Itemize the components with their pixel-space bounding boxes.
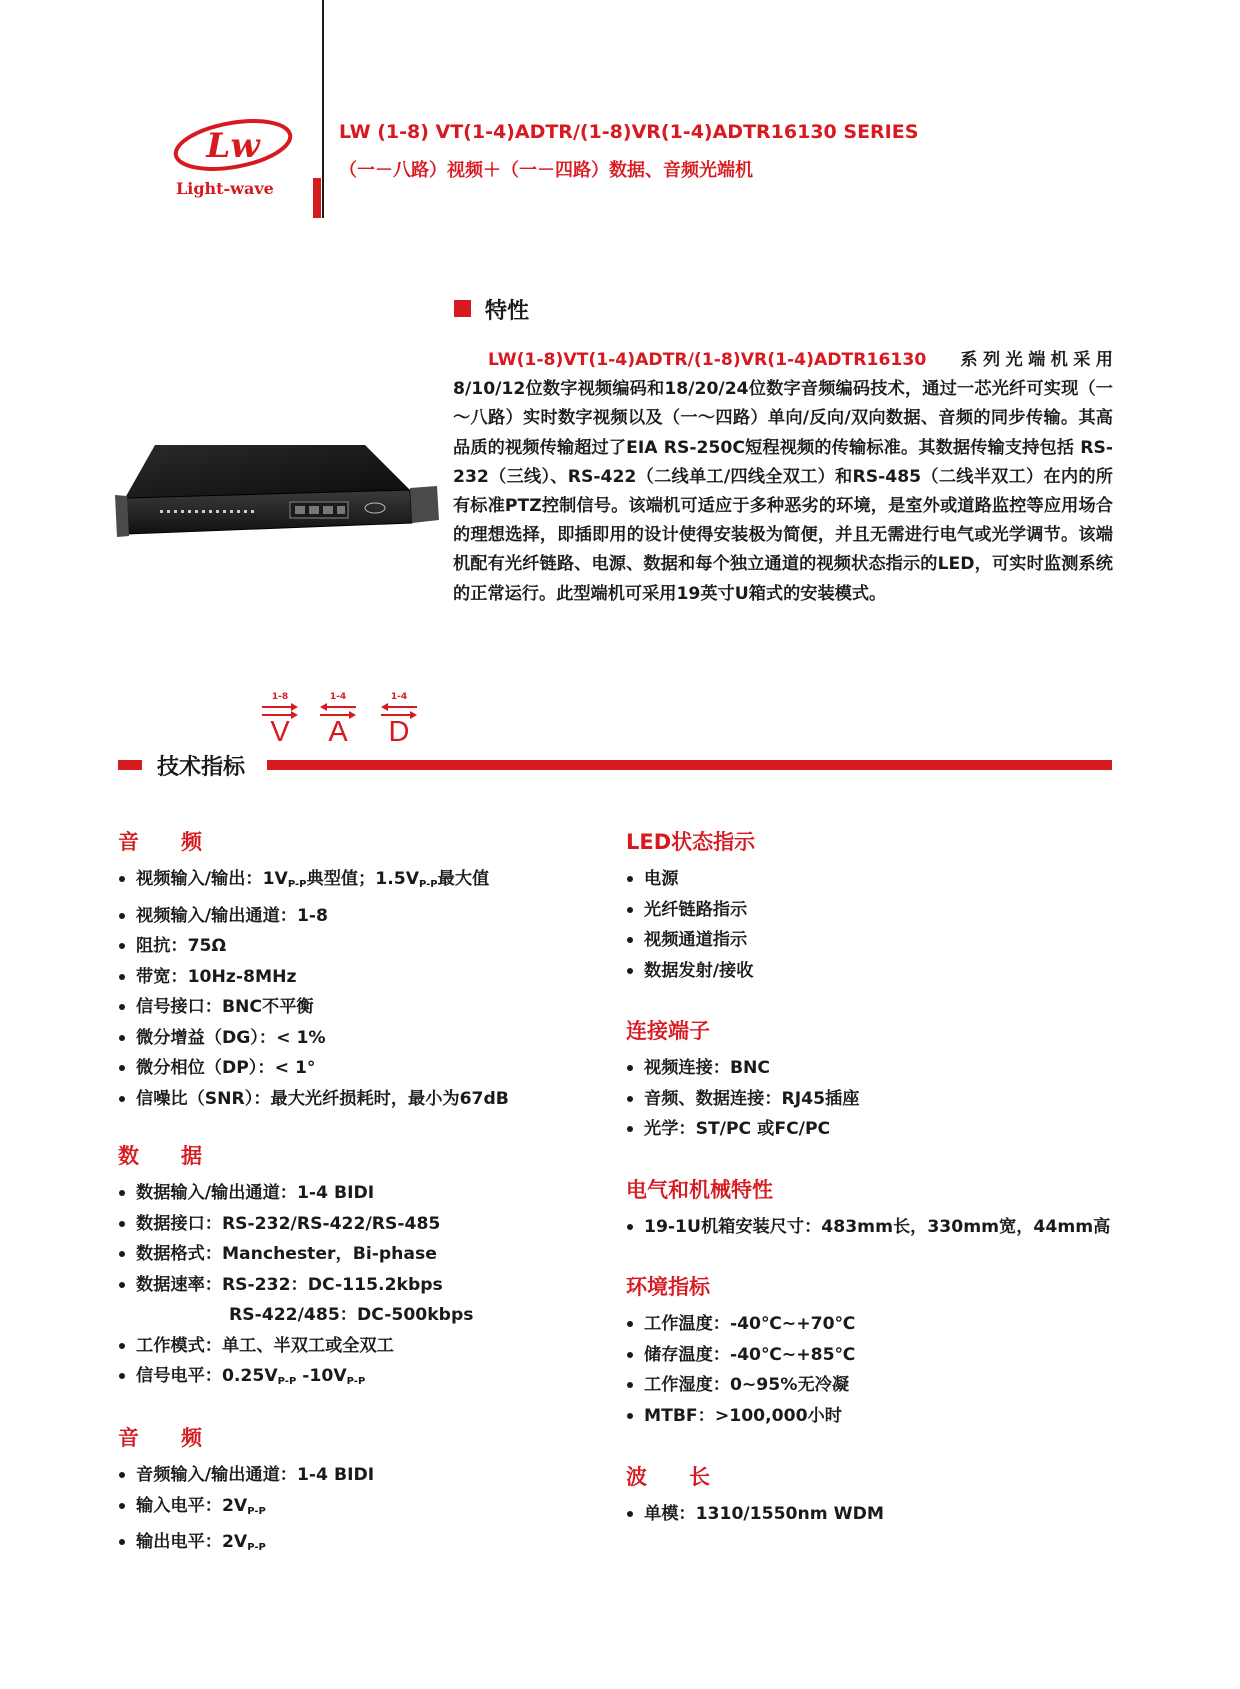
- spec-text: 典型值；1.5V: [306, 869, 419, 889]
- bullet-icon: [119, 1343, 125, 1349]
- section-title: 音 频: [118, 1426, 202, 1450]
- bullet-icon: [119, 943, 125, 949]
- spec-item: [118, 1300, 474, 1331]
- spec-item: [118, 962, 509, 993]
- channel-indicator-audio: [313, 692, 363, 747]
- bullet-icon: [627, 1382, 633, 1388]
- spec-item: [626, 925, 755, 956]
- spec-list: [118, 864, 509, 1114]
- spec-list: [118, 1460, 374, 1564]
- bullet-icon: [627, 937, 633, 943]
- section-title: 音 频: [118, 830, 202, 854]
- spec-item: [626, 864, 755, 895]
- bullet-icon: [627, 1096, 633, 1102]
- section-audio: [118, 1422, 374, 1564]
- header-accent-bar: [313, 178, 321, 218]
- spec-item: [626, 1053, 859, 1084]
- svg-text:Lw: Lw: [206, 126, 260, 166]
- spec-text: 光纤链路指示: [644, 899, 748, 920]
- spec-item: [118, 1331, 474, 1362]
- spec-text: 信号电平：0.25V: [136, 1366, 278, 1386]
- spec-item: [626, 1370, 855, 1401]
- bullet-icon: [627, 1065, 633, 1071]
- spec-item: [626, 895, 755, 926]
- optical-transceiver-device-image: [115, 440, 440, 545]
- bullet-icon: [627, 1224, 633, 1230]
- logo-text: Light-wave: [176, 179, 274, 198]
- spec-item: [626, 1401, 855, 1432]
- spec-list: [626, 1309, 855, 1431]
- bullet-icon: [119, 1096, 125, 1102]
- bullet-icon: [627, 876, 633, 882]
- section-title: LED状态指示: [626, 830, 756, 854]
- spec-text: 储存温度：-40℃~+85℃: [644, 1344, 856, 1365]
- channel-count: 1-4: [329, 692, 347, 702]
- spec-text: 工作模式：单工、半双工或全双工: [136, 1335, 394, 1356]
- bullet-icon: [119, 876, 125, 882]
- bullet-icon: [627, 1511, 633, 1517]
- tech-heading: 技术指标: [157, 755, 246, 780]
- spec-subscript: P-P: [247, 1542, 266, 1553]
- section-environment: [626, 1271, 855, 1431]
- spec-subscript: P-P: [346, 1376, 366, 1387]
- spec-item: [118, 901, 509, 932]
- spec-item: [626, 1114, 859, 1145]
- spec-text: 视频通道指示: [644, 930, 748, 950]
- spec-subscript: P-P: [419, 879, 438, 890]
- spec-text: 音频、数据连接：RJ45插座: [644, 1088, 860, 1109]
- spec-subscript: P-P: [277, 1376, 297, 1387]
- spec-item: [626, 1309, 855, 1340]
- product-title-en: LW (1-8) VT(1-4)ADTR/(1-8)VR(1-4)ADTR16130 SERIES: [339, 121, 919, 143]
- spec-text: 音频输入/输出通道：1-4 BIDI: [136, 1465, 375, 1485]
- section-title: 数 据: [118, 1144, 202, 1168]
- bullet-icon: [119, 974, 125, 980]
- spec-text: 视频连接：BNC: [644, 1058, 771, 1078]
- channel-letter: A: [328, 716, 348, 748]
- spec-text: RS-422/485：DC-500kbps: [229, 1305, 474, 1325]
- section-mechanical: [626, 1174, 1110, 1243]
- spec-text: 输入电平：2V: [136, 1495, 248, 1516]
- section-wavelength: [626, 1461, 884, 1530]
- spec-item: [118, 1084, 509, 1115]
- spec-text: 19-1U机箱安装尺寸：483mm长，330mm宽，44mm高: [644, 1217, 1111, 1237]
- channel-letter: D: [388, 716, 410, 748]
- bullet-icon: [627, 907, 633, 913]
- bullet-icon: [627, 1352, 633, 1358]
- bullet-icon: [119, 1373, 125, 1379]
- spec-text: 视频输入/输出：1V: [136, 869, 288, 889]
- spec-text: 数据接口：RS-232/RS-422/RS-485: [136, 1213, 441, 1234]
- spec-text: 工作湿度：0~95%无冷凝: [644, 1375, 850, 1395]
- spec-text: 带宽：10Hz-8MHz: [136, 966, 297, 987]
- channel-count: 1-8: [271, 692, 289, 702]
- spec-text: 微分增益（DG）：< 1%: [136, 1027, 326, 1048]
- section-title: 环境指标: [626, 1275, 710, 1299]
- section-data: [118, 1140, 474, 1398]
- features-paragraph: [453, 346, 1113, 609]
- bullet-icon: [119, 1503, 125, 1509]
- bullet-icon: [627, 1126, 633, 1132]
- spec-item: [118, 1023, 509, 1054]
- spec-item: [118, 1270, 474, 1301]
- spec-item: [118, 1361, 474, 1398]
- spec-item: [626, 1499, 884, 1530]
- features-model: LW(1-8)VT(1-4)ADTR/(1-8)VR(1-4)ADTR16130: [488, 350, 927, 370]
- spec-text: -10V: [296, 1366, 347, 1386]
- spec-item: [118, 1053, 509, 1084]
- channel-letter: V: [270, 716, 290, 748]
- bullet-icon: [119, 1282, 125, 1288]
- spec-subscript: P-P: [247, 1505, 266, 1517]
- spec-item: [118, 1239, 474, 1270]
- section-title: 波 长: [626, 1465, 710, 1489]
- spec-text: 单模：1310/1550nm WDM: [644, 1504, 884, 1524]
- channel-indicator-data: [374, 692, 424, 747]
- spec-text: 输出电平：2V: [136, 1532, 248, 1552]
- spec-subscript: P-P: [287, 879, 307, 890]
- spec-list: [626, 1212, 1110, 1243]
- bullet-icon: [119, 1065, 125, 1071]
- bullet-icon: [119, 1004, 125, 1010]
- spec-item: [626, 1340, 855, 1371]
- section-title: 连接端子: [626, 1019, 710, 1043]
- spec-text: 信噪比（SNR）：最大光纤损耗时，最小为67dB: [136, 1088, 509, 1109]
- bullet-icon: [119, 1221, 125, 1227]
- spec-list: [118, 1178, 474, 1398]
- spec-text: 光学：ST/PC 或FC/PC: [644, 1119, 831, 1139]
- spec-item: [118, 1491, 374, 1528]
- spec-item: [118, 992, 509, 1023]
- product-title-cn: （一－八路）视频＋（一－四路）数据、音频光端机: [339, 160, 753, 181]
- spec-item: [626, 1084, 859, 1115]
- section-title: 电气和机械特性: [626, 1178, 773, 1202]
- spec-text: 最大值: [437, 869, 490, 889]
- bullet-icon: [119, 1472, 125, 1478]
- channel-count: 1-4: [390, 692, 408, 702]
- spec-item: [118, 1460, 374, 1491]
- spec-text: 数据输入/输出通道：1-4 BIDI: [136, 1183, 375, 1203]
- tech-heading-bar: [267, 760, 1112, 770]
- spec-text: 工作温度：-40℃~+70℃: [644, 1314, 856, 1334]
- spec-item: [118, 1209, 474, 1240]
- bullet-icon: [119, 1251, 125, 1257]
- spec-item: [118, 864, 509, 901]
- section-connector: [626, 1015, 859, 1145]
- spec-text: 信号接口：BNC不平衡: [136, 997, 314, 1017]
- spec-text: 数据发射/接收: [644, 960, 754, 981]
- section-video: [118, 826, 509, 1114]
- features-text: 系列光端机采用8/10/12位数字视频编码和18/20/24位数字音频编码技术，通过一芯光纤可实现（一～八路）实时数字视频以及（一～四路）单向/反向/双向数据、音频的同步传输。其高品质的视频传输超过了EIA RS-250C短程视频的传输标准。其数据传输支持包括 RS-232（三线）、RS-422（二线单工/四线全双工）和RS-485（二线半双工）在内的所有标准PTZ控制信号。该端机可适应于多种恶劣的环境，是室外或道路监控等应用场合的理想选择，即插即用的设计使得安装极为简便，并且无需进行电气或光学调节。该端机配有光纤链路、电源、数据和每个独立通道的视频状态指示的LED，可实时监测系统的正常运行。此型端机可采用19英寸U箱式的安装模式。: [453, 350, 1113, 604]
- spec-text: 阻抗：75Ω: [136, 936, 227, 956]
- section-led: [626, 826, 755, 986]
- spec-list: [626, 1053, 859, 1145]
- features-heading: 特性: [485, 299, 530, 324]
- bullet-icon: [627, 1413, 633, 1419]
- spec-item: [626, 956, 755, 987]
- channel-indicator-video: [255, 692, 305, 747]
- spec-item: [626, 1212, 1110, 1243]
- spec-text: 视频输入/输出通道：1-8: [136, 905, 329, 926]
- spec-list: [626, 1499, 884, 1530]
- spec-text: 微分相位（DP）：< 1°: [136, 1058, 316, 1078]
- spec-item: [118, 1527, 374, 1564]
- tech-marker: [118, 760, 142, 770]
- spec-item: [118, 1178, 474, 1209]
- bullet-icon: [119, 1539, 125, 1545]
- header-divider-line: [322, 0, 324, 218]
- spec-list: [626, 864, 755, 986]
- spec-item: [118, 931, 509, 962]
- bullet-icon: [119, 913, 125, 919]
- bullet-icon: [119, 1190, 125, 1196]
- spec-text: 数据速率：RS-232：DC-115.2kbps: [136, 1274, 443, 1295]
- bullet-icon: [627, 968, 633, 974]
- bullet-icon: [119, 1035, 125, 1041]
- spec-text: MTBF：>100,000小时: [644, 1405, 842, 1426]
- bullet-icon: [627, 1321, 633, 1327]
- spec-text: 电源: [644, 869, 679, 889]
- spec-text: 数据格式：Manchester，Bi-phase: [136, 1244, 437, 1264]
- features-marker: [454, 300, 471, 317]
